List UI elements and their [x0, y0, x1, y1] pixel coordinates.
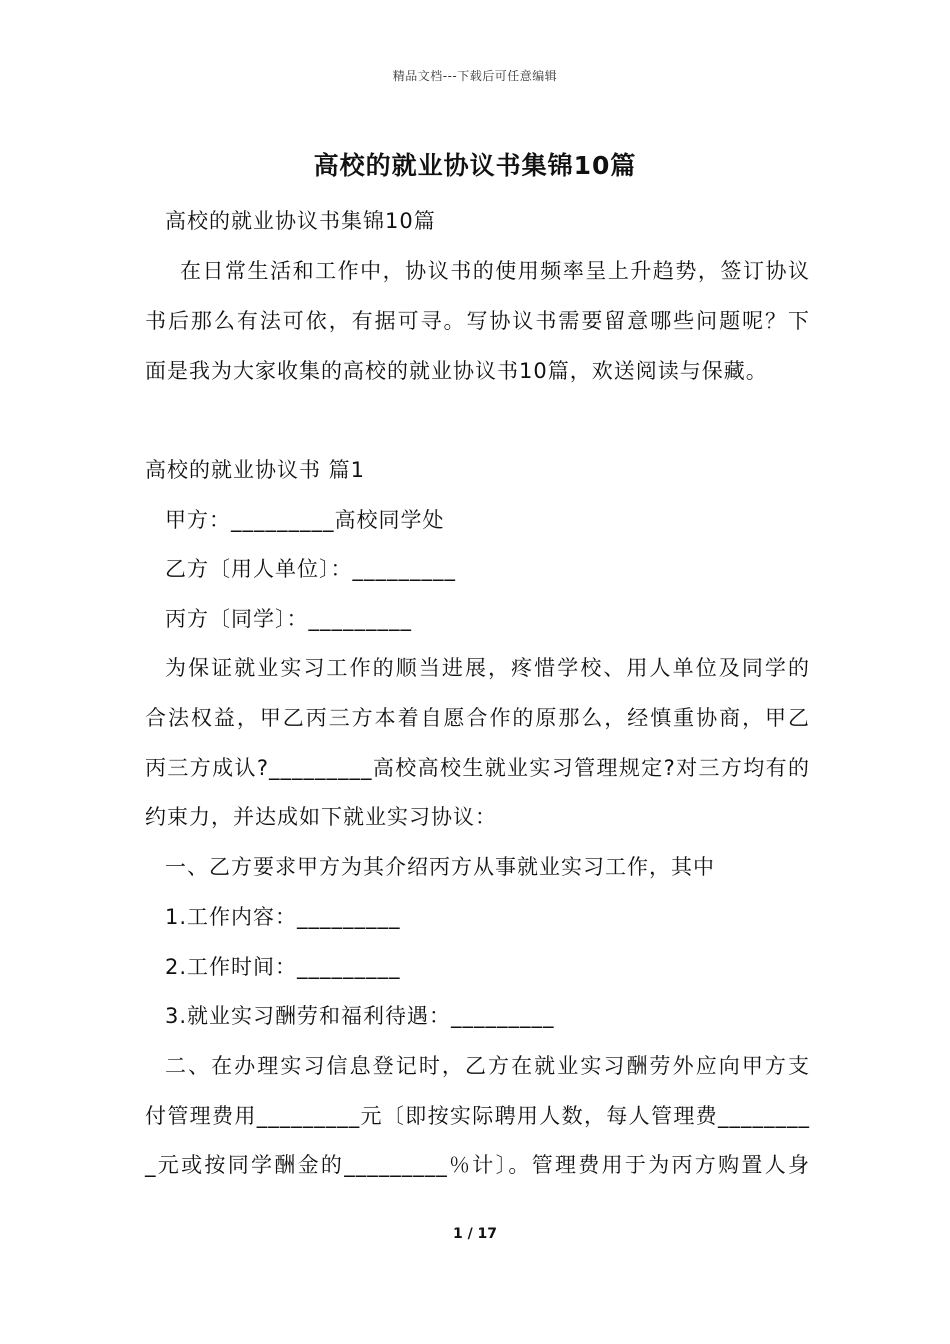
paragraph-line: 面是我为大家收集的高校的就业协议书10篇，欢送阅读与保藏。 [145, 359, 768, 383]
page-number: 1 / 17 [452, 1226, 498, 1242]
paragraph-line: 书后那么有法可依，有据可寻。写协议书需要留意哪些问题呢？下 [145, 309, 810, 333]
clause-line: _元或按同学酬金的_________％计〕。管理费用于为丙方购置人身 [145, 1153, 810, 1177]
clause-line: 一、乙方要求甲方为其介绍丙方从事就业实习工作，其中 [165, 855, 715, 879]
subtitle-line: 高校的就业协议书集锦10篇 [165, 209, 436, 233]
paragraph-line: 合法权益，甲乙丙三方本着自愿合作的原那么，经慎重协商，甲乙 [145, 706, 810, 730]
party-c-line: 丙方〔同学〕：_________ [165, 607, 412, 631]
party-b-line: 乙方〔用人单位〕：_________ [165, 557, 456, 581]
clause-line: 二、在办理实习信息登记时，乙方在就业实习酬劳外应向甲方支 [165, 1054, 810, 1078]
clause-item: 2.工作时间：_________ [165, 955, 401, 979]
paragraph-line: 为保证就业实习工作的顺当进展，疼惜学校、用人单位及同学的 [165, 656, 810, 680]
clause-line: 付管理费用_________元〔即按实际聘用人数，每人管理费________ [145, 1104, 810, 1128]
paragraph-line: 在日常生活和工作中，协议书的使用频率呈上升趋势，签订协议 [180, 259, 810, 283]
clause-item: 3.就业实习酬劳和福利待遇：_________ [165, 1004, 555, 1028]
paragraph-line: 约束力，并达成如下就业实习协议： [145, 805, 497, 829]
section-heading: 高校的就业协议书 篇1 [145, 458, 366, 482]
page-header: 精品文档---下载后可任意编辑 [392, 69, 558, 83]
clause-item: 1.工作内容：_________ [165, 905, 401, 929]
paragraph-line: 丙三方成认?_________高校高校生就业实习管理规定?对三方均有的 [145, 756, 810, 780]
party-a-line: 甲方：_________高校同学处 [165, 508, 445, 532]
document-title: 高校的就业协议书集锦10篇 [313, 151, 637, 180]
